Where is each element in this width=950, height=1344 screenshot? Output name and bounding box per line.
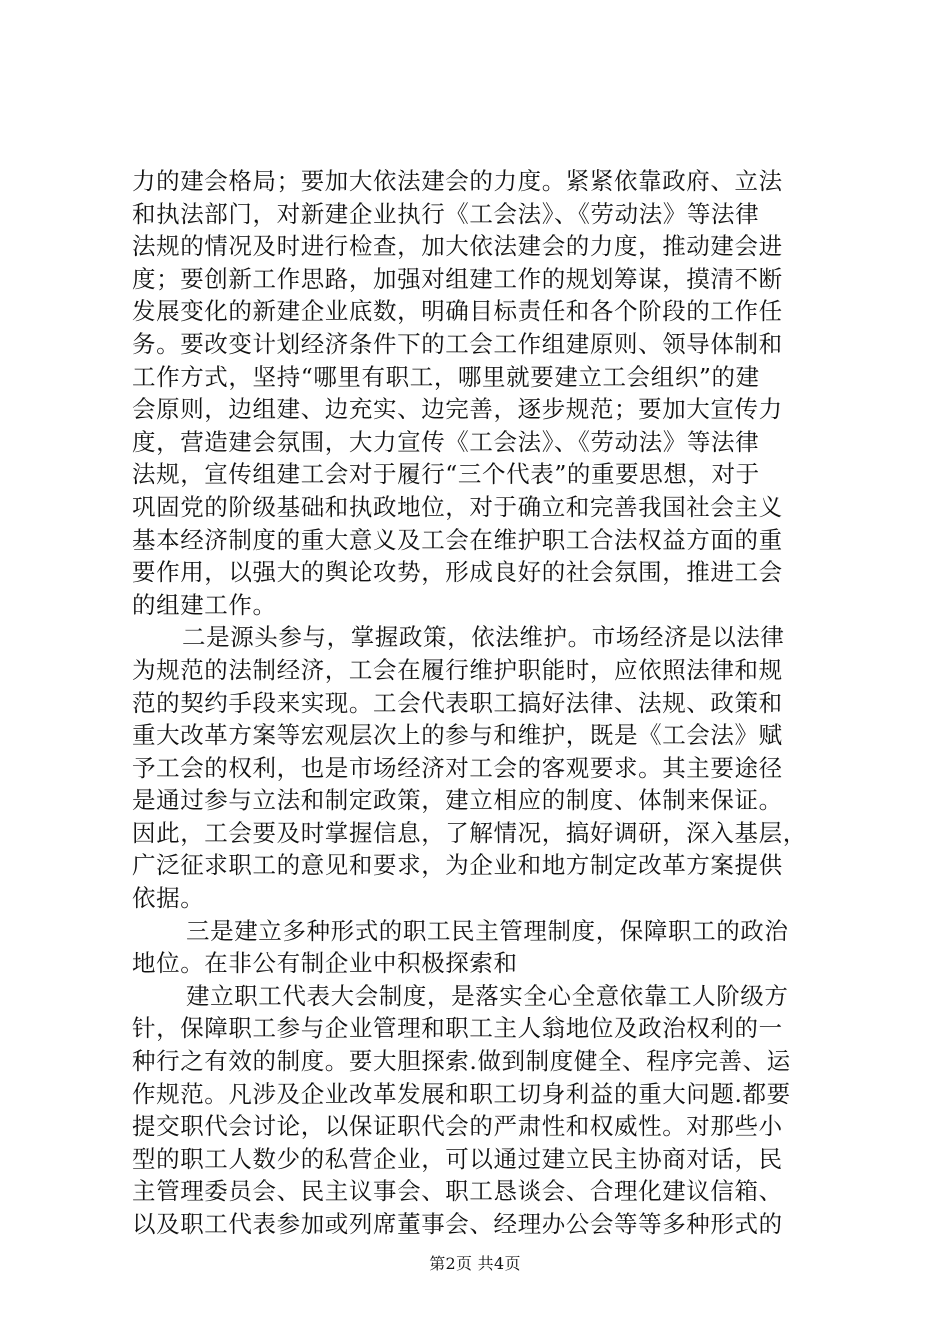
paragraph-line: 地位。在非公有制企业中积极探索和 [132,949,518,978]
paragraph-line: 的组建工作。 [132,590,277,619]
paragraph-line: 提交职代会讨论，以保证职代会的严肃性和权威性。对那些小 [132,1112,783,1141]
paragraph-line: 会原则，边组建、边充实、边完善，逐步规范；要加大宣传力 [132,395,783,424]
body-text [132,165,832,1241]
paragraph-line: 基本经济制度的重大意义及工会在维护职工合法权益方面的重 [132,525,783,554]
paragraph-line: 为规范的法制经济，工会在履行维护职能时，应依照法律和规 [132,655,783,684]
paragraph-line: 种行之有效的制度。要大胆探索.做到制度健全、程序完善、运 [132,1047,791,1076]
paragraph-line: 予工会的权利，也是市场经济对工会的客观要求。其主要途径 [132,753,783,782]
paragraph-line: 作规范。凡涉及企业改革发展和职工切身利益的重大问题.都要 [132,1079,791,1108]
paragraph-line: 工作方式，坚持“哪里有职工，哪里就要建立工会组织”的建 [132,362,760,391]
paragraph-line: 范的契约手段来实现。工会代表职工搞好法律、法规、政策和 [132,688,783,717]
paragraph-line: 发展变化的新建企业底数，明确目标责任和各个阶段的工作任 [132,297,783,326]
paragraph-line: 巩固党的阶级基础和执政地位，对于确立和完善我国社会主义 [132,492,783,521]
paragraph-line: 因此，工会要及时掌握信息，了解情况，搞好调研，深入基层， [132,818,807,847]
paragraph-line: 度，营造建会氛围，大力宣传《工会法》、《劳动法》等法律 [132,427,760,456]
paragraph-line: 重大改革方案等宏观层次上的参与和维护，既是《工会法》赋 [132,721,783,750]
paragraph-first-line: 二是源头参与，掌握政策，依法维护。市场经济是以法律 [182,623,785,652]
paragraph-line: 和执法部门，对新建企业执行《工会法》、《劳动法》等法律 [132,199,760,228]
paragraph-line: 依据。 [132,884,205,913]
paragraph-line: 广泛征求职工的意见和要求，为企业和地方制定改革方案提供 [132,851,783,880]
paragraph-first-line: 三是建立多种形式的职工民主管理制度，保障职工的政治 [186,916,789,945]
paragraph-line: 务。要改变计划经济条件下的工会工作组建原则、领导体制和 [132,329,783,358]
paragraph-line: 要作用，以强大的舆论攻势，形成良好的社会氛围，推进工会 [132,558,783,587]
paragraph-line: 度；要创新工作思路，加强对组建工作的规划筹谋，摸清不断 [132,264,783,293]
paragraph-first-line: 建立职工代表大会制度，是落实全心全意依靠工人阶级方 [186,981,789,1010]
paragraph-line: 针，保障职工参与企业管理和职工主人翁地位及政治权利的一 [132,1014,783,1043]
paragraph-line: 型的职工人数少的私营企业，可以通过建立民主协商对话，民 [132,1144,783,1173]
paragraph-line: 力的建会格局；要加大依法建会的力度。紧紧依靠政府、立法 [132,167,783,195]
paragraph-line: 法规，宣传组建工会对于履行“三个代表”的重要思想，对于 [132,460,760,489]
paragraph-line: 法规的情况及时进行检查，加大依法建会的力度，推动建会进 [132,232,783,261]
page-number-footer: 第2页 共4页 [429,1254,521,1273]
paragraph-line: 以及职工代表参加或列席董事会、经理办公会等等多种形式的 [132,1210,783,1238]
paragraph-line: 主管理委员会、民主议事会、职工恳谈会、合理化建议信箱、 [132,1177,783,1206]
paragraph-line: 是通过参与立法和制定政策，建立相应的制度、体制来保证。 [132,786,783,815]
